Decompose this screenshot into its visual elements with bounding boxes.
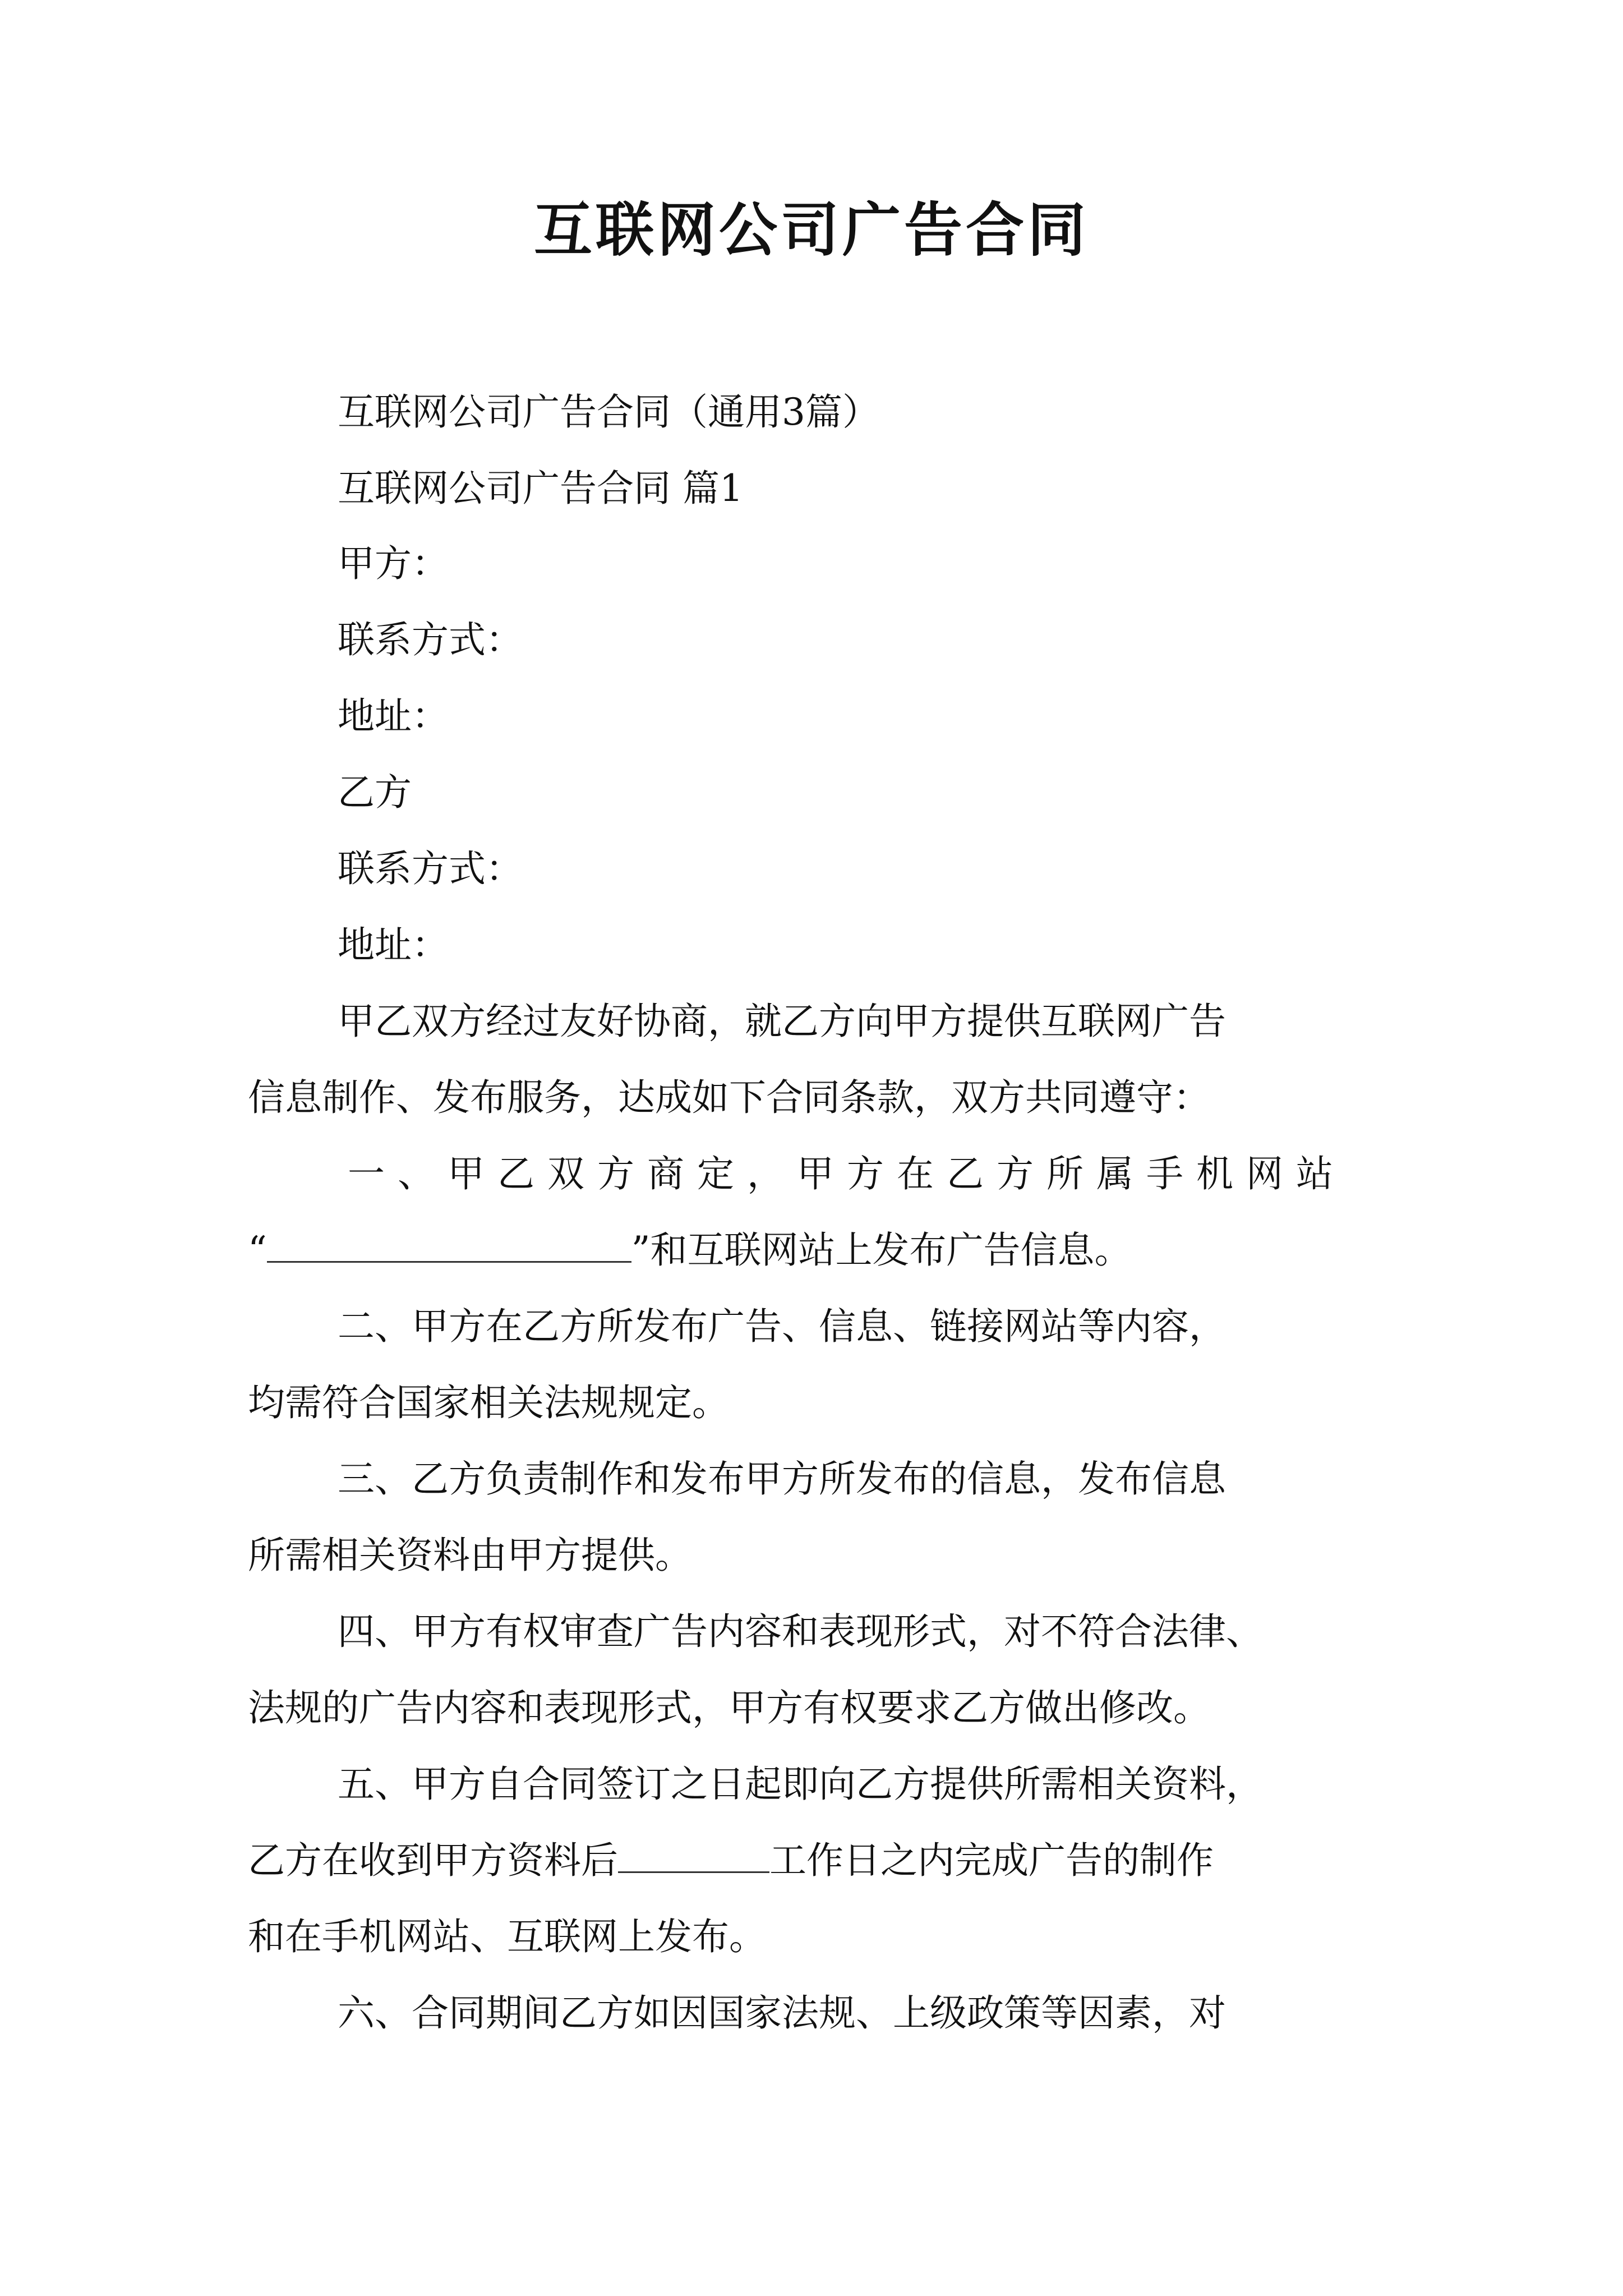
clause-1-line xyxy=(248,1225,1132,1276)
clause-5-line-end: 工作日之内完成广告的制作 xyxy=(769,1839,1214,1882)
document-subtitle: 互联网公司广告合同（通用3篇） xyxy=(338,390,879,434)
website-name-blank xyxy=(267,1230,631,1263)
open-quote: “ xyxy=(248,1228,267,1272)
clause-5-line: 五、甲方自合同签订之日起即向乙方提供所需相关资料， xyxy=(338,1763,1263,1806)
party-a-address-label: 地址： xyxy=(338,694,449,738)
clause-3-line: 所需相关资料由甲方提供。 xyxy=(248,1534,692,1577)
clause-5-line xyxy=(248,1835,1214,1886)
party-a-contact-label: 联系方式： xyxy=(338,618,523,661)
party-a-label: 甲方： xyxy=(338,542,449,585)
section-heading: 互联网公司广告合同 篇1 xyxy=(338,467,743,510)
clause-3-line: 三、乙方负责制作和发布甲方所发布的信息，发布信息 xyxy=(338,1457,1226,1501)
clause-5-line: 和在手机网站、互联网上发布。 xyxy=(248,1915,766,1958)
intro-paragraph-line: 甲乙双方经过友好协商，就乙方向甲方提供互联网广告 xyxy=(338,1000,1226,1043)
clause-4-line: 四、甲方有权审查广告内容和表现形式，对不符合法律、 xyxy=(338,1610,1263,1653)
clause-2-line: 二、甲方在乙方所发布广告、信息、链接网站等内容， xyxy=(338,1305,1226,1348)
intro-paragraph-line: 信息制作、发布服务，达成如下合同条款，双方共同遵守： xyxy=(248,1076,1210,1119)
clause-1-line-rest: ”和互联网站上发布广告信息。 xyxy=(631,1228,1132,1272)
document-title: 互联网公司广告合同 xyxy=(533,195,1089,264)
party-b-contact-label: 联系方式： xyxy=(338,847,523,890)
clause-1-line: 一、甲乙双方商定，甲方在乙方所属手机网站 xyxy=(348,1152,1346,1195)
clause-2-line: 均需符合国家相关法规规定。 xyxy=(248,1381,729,1424)
party-b-label: 乙方 xyxy=(338,771,412,814)
clause-6-line: 六、合同期间乙方如因国家法规、上级政策等因素，对 xyxy=(338,1991,1226,2035)
clause-5-line-start: 乙方在收到甲方资料后 xyxy=(248,1839,618,1882)
clause-4-line: 法规的广告内容和表现形式，甲方有权要求乙方做出修改。 xyxy=(248,1686,1210,1729)
party-b-address-label: 地址： xyxy=(338,923,449,967)
workdays-blank xyxy=(618,1840,769,1873)
